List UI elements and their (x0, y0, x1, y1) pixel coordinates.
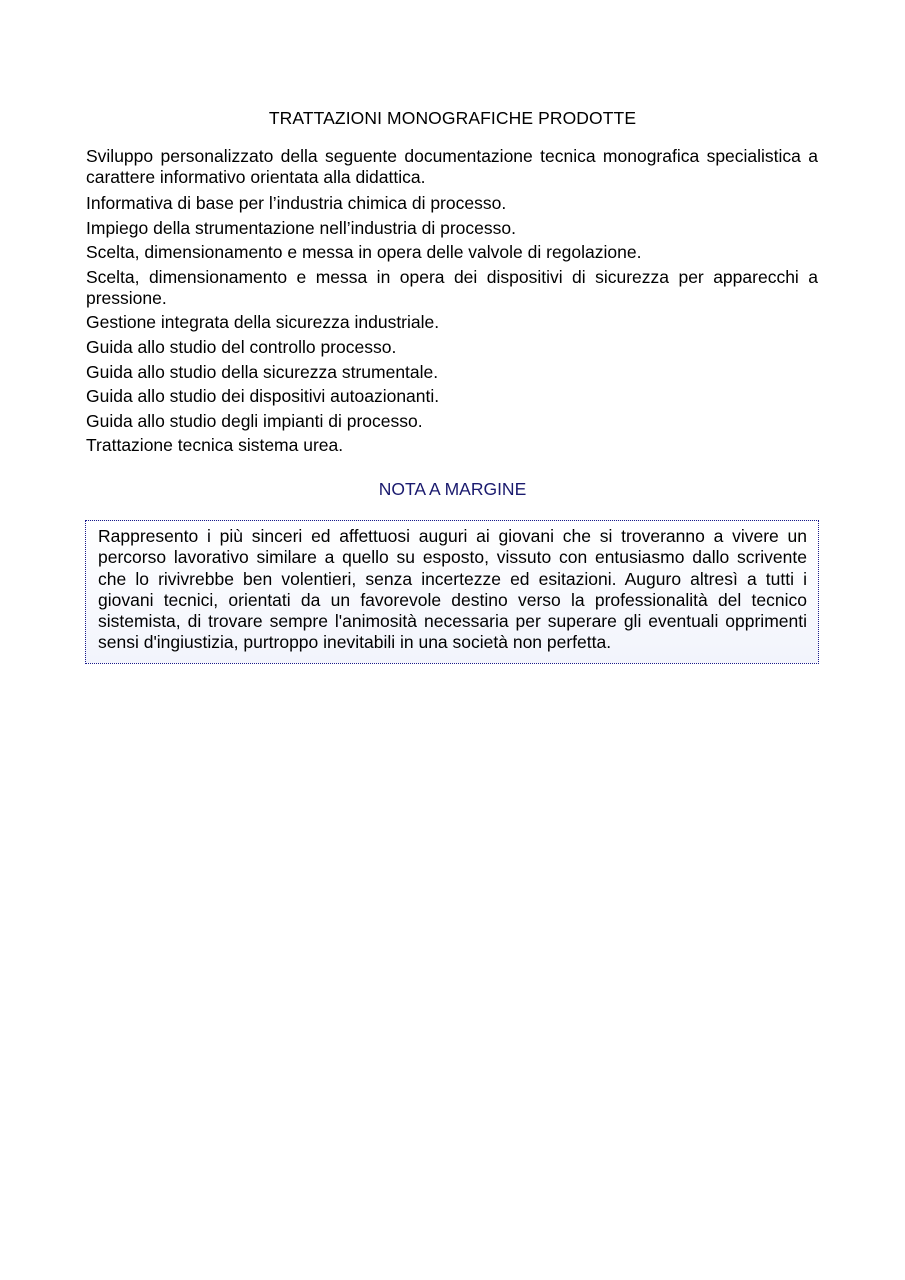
list-item: Guida allo studio del controllo processo. (86, 336, 397, 357)
list-item: Scelta, dimensionamento e messa in opera delle valvole di regolazione. (86, 242, 642, 263)
list-item: Guida allo studio degli impianti di processo. (86, 410, 423, 431)
list-item: Trattazione tecnica sistema urea. (86, 435, 344, 456)
document-body (86, 146, 818, 460)
list-item: Guida allo studio della sicurezza strumentale. (86, 361, 439, 382)
list-item: Informativa di base per l’industria chimica di processo. (86, 193, 507, 213)
list-item: Impiego della strumentazione nell’industria di processo. (86, 217, 516, 238)
list-item: Gestione integrata della sicurezza industriale. (86, 312, 440, 333)
intro-paragraph: Sviluppo personalizzato della seguente documentazione tecnica monografica specialistica a carattere informativo orientata alla didattica. (86, 146, 818, 187)
list-item: Scelta, dimensionamento e messa in opera dei dispositivi di sicurezza per apparecchi a pressione. (86, 266, 818, 308)
note-box (85, 520, 819, 664)
list-item: Guida allo studio dei dispositivi autoazionanti. (86, 386, 440, 407)
page-title: TRATTAZIONI MONOGRAFICHE PRODOTTE (268, 108, 637, 128)
note-text: Rappresento i più sinceri ed affettuosi auguri ai giovani che si troveranno a vivere un percorso lavorativo similare a quello su esposto, vissuto con entusiasmo dallo scrivente che lo rivivrebbe ben volentieri, senza incertezze ed esitazioni. Auguro altresì a tutti i giovani tecnici, orientati da un favorevole destino verso la professionalità del tecnico sistemista, di trovare sempre l'animosità necessaria per superare gli eventuali opprimenti sensi d'ingiustizia, purtroppo inevitabili in una società non perfetta. (98, 526, 807, 653)
topics-list (86, 193, 818, 456)
note-title: NOTA A MARGINE (378, 479, 527, 499)
